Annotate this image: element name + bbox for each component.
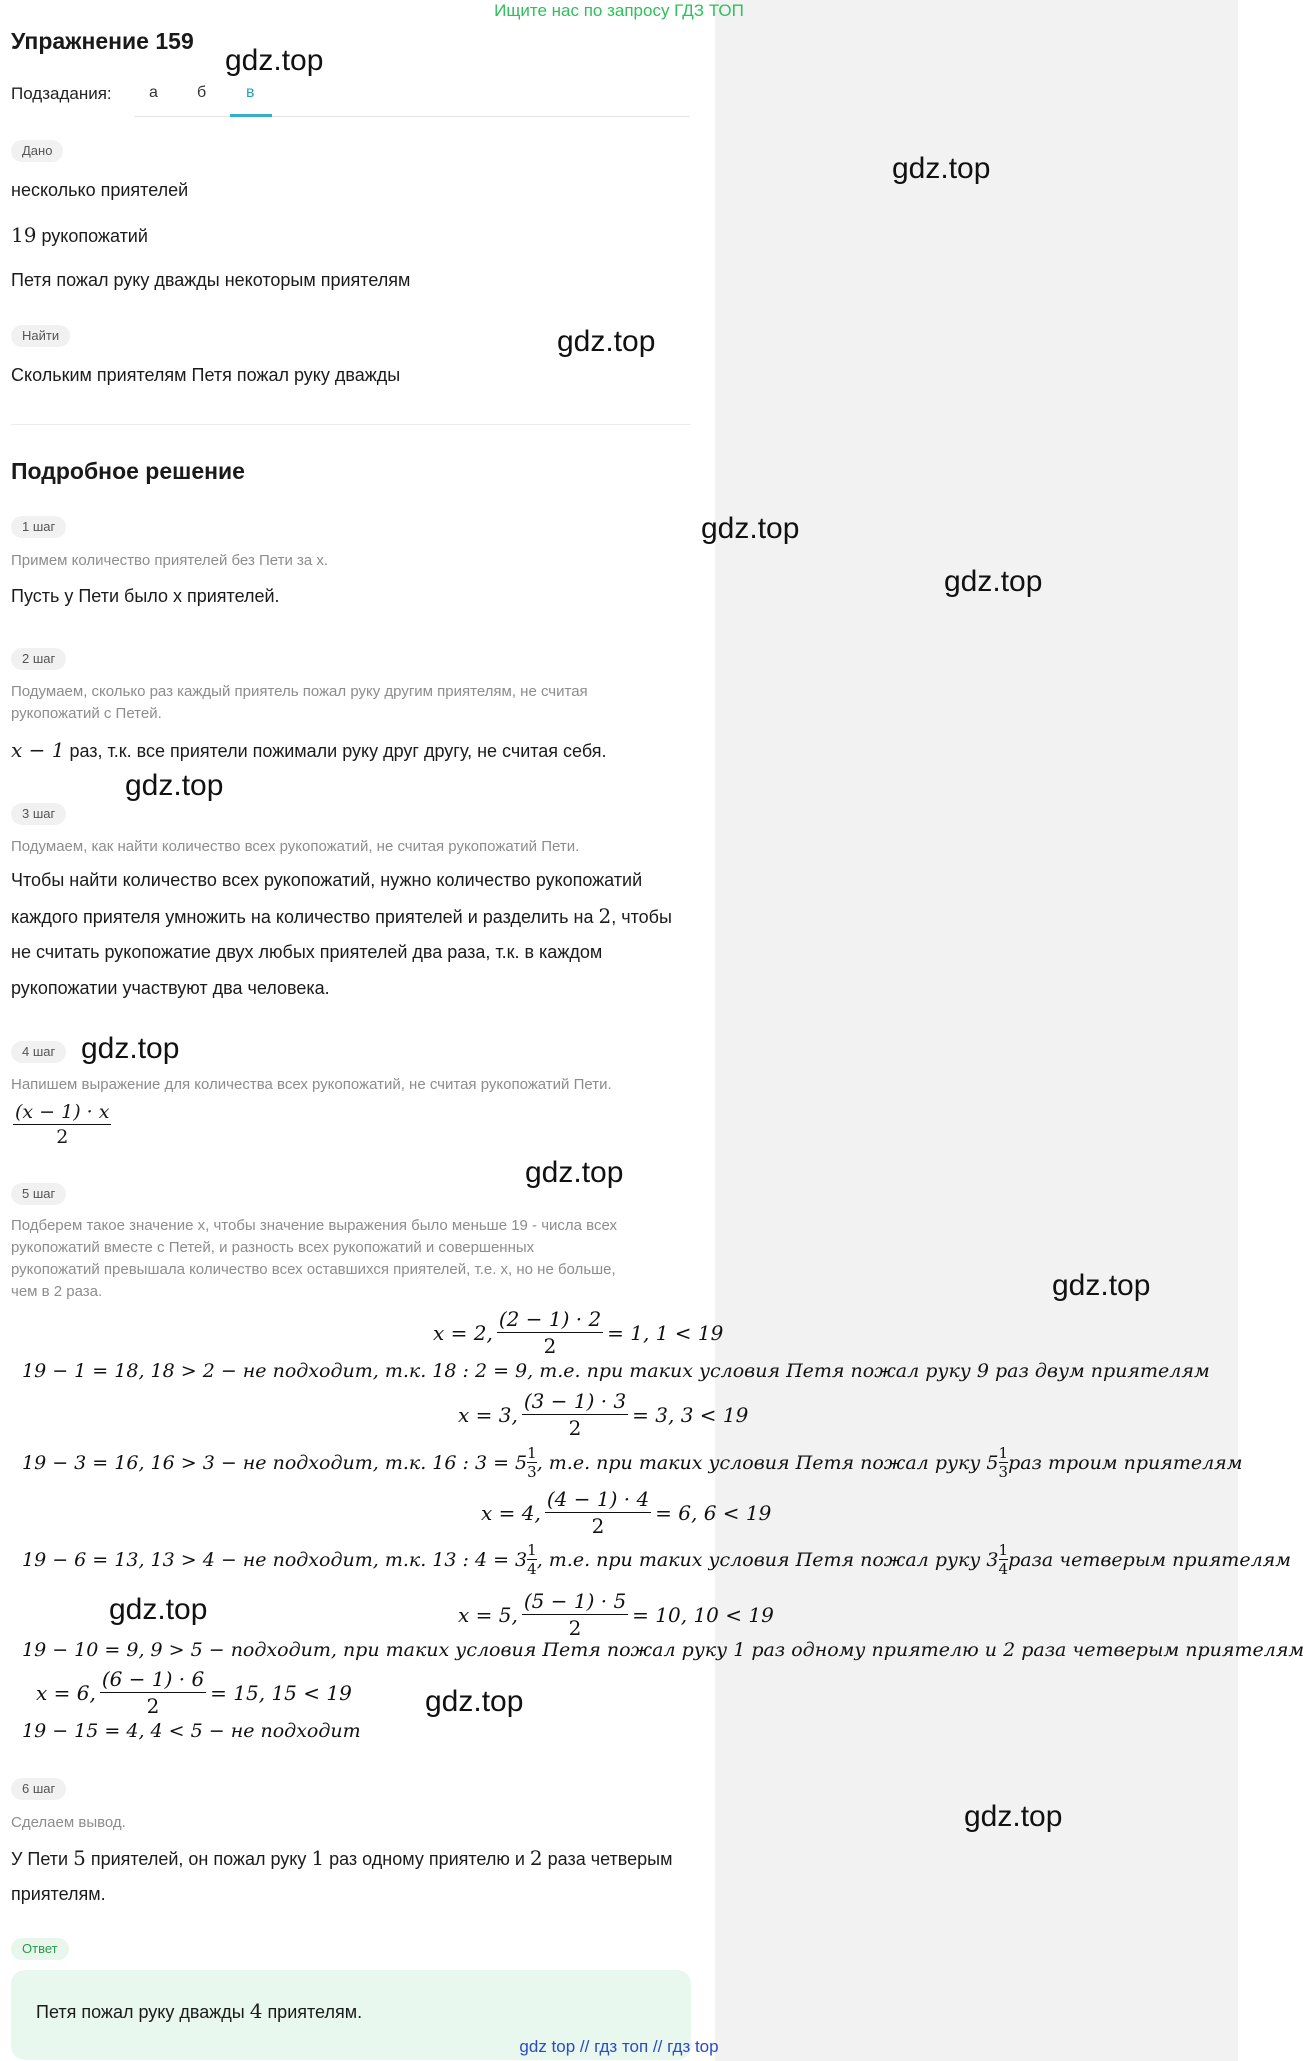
step-2-hint-2: рукопожатий с Петей.: [11, 705, 162, 722]
calc-row-x3-den: 2: [568, 1416, 582, 1440]
watermark: gdz.top: [892, 152, 991, 185]
calc-row-x5-post: = 10, 10 < 19: [632, 1602, 774, 1627]
watermark: gdz.top: [525, 1156, 624, 1189]
step-5-hint-2: рукопожатий вместе с Петей, и разность всех рукопожатий и совершенных: [11, 1239, 535, 1256]
step-3-line-2b: , чтобы: [611, 907, 672, 927]
calc-row-check-3-frac2-den: 3: [998, 1463, 1009, 1481]
calc-row-x4-frac: [545, 1486, 651, 1539]
step-6-l1c: раз одному приятелю и: [324, 1849, 530, 1869]
calc-row-check-4-post: раза четверым приятелям: [1008, 1548, 1292, 1571]
calc-row-x6-frac: [100, 1666, 206, 1719]
calc-row-x5-den: 2: [568, 1616, 582, 1640]
calc-row-check-3-frac2: [999, 1444, 1009, 1481]
tab-subtask-b[interactable]: б: [197, 84, 207, 101]
step-6-line-1: [11, 1840, 672, 1877]
step-4-numerator: (x − 1) · x: [15, 1101, 110, 1123]
calc-row-x2-den: 2: [543, 1334, 557, 1358]
step-6-n3: 2: [529, 1846, 543, 1870]
calc-row-check-3-frac1-num: 1: [527, 1444, 537, 1462]
answer-number: 4: [249, 1999, 263, 2023]
step-3-line-3: не считать рукопожатие двух любых приятелей два раза, т.к. в каждом: [11, 942, 603, 962]
right-panel: [715, 0, 1238, 2061]
watermark: gdz.top: [701, 512, 800, 545]
step-4-fraction: [13, 1100, 111, 1149]
answer-text: [36, 1993, 362, 2030]
step-3-number: 2: [598, 904, 612, 928]
calc-row-x6-num: (6 − 1) · 6: [101, 1667, 205, 1691]
given-number: 19: [11, 223, 37, 247]
given-line-1: несколько приятелей: [11, 180, 189, 200]
step-3-line-1: Чтобы найти количество всех рукопожатий, нужно количество рукопожатий: [11, 870, 643, 890]
step-6-line-2: приятелям.: [11, 1884, 106, 1904]
calc-row-x5-pre: x = 5,: [458, 1602, 518, 1627]
calc-row-check-4-frac1-num: 1: [527, 1541, 537, 1559]
calc-row-check-3-frac1: [527, 1444, 537, 1481]
calc-row-x2-pre: x = 2,: [433, 1320, 493, 1345]
step-1-hint: Примем количество приятелей без Пети за x.: [11, 552, 329, 569]
find-chip: Найти: [11, 325, 70, 347]
step-6-l1a: У Пети: [11, 1849, 74, 1869]
step-4-hint: Напишем выражение для количества всех рукопожатий, не считая рукопожатий Пети.: [11, 1076, 612, 1093]
step-4-denominator: 2: [56, 1126, 69, 1148]
calc-row-check-3-pre: 19 − 3 = 16, 16 > 3 − не подходит, т.к. 16 : 3 = 5: [22, 1451, 528, 1474]
step-5-hint-1: Подберем такое значение x, чтобы значение выражения было меньше 19 - числа всех: [11, 1217, 617, 1234]
watermark: gdz.top: [425, 1685, 524, 1718]
calc-row-check-3-mid: , т.е. при таких условия Петя пожал руку 5: [536, 1451, 999, 1474]
step-2-text-rest: раз, т.к. все приятели пожимали руку друг другу, не считая себя.: [64, 741, 607, 761]
active-tab-indicator: [230, 114, 272, 117]
calc-row-x6-pre: x = 6,: [36, 1680, 96, 1705]
calc-row-x4-den: 2: [591, 1514, 605, 1538]
answer-text-a: Петя пожал руку дважды: [36, 2002, 250, 2022]
step-4-chip: 4 шаг: [11, 1041, 66, 1063]
step-2-hint-1: Подумаем, сколько раз каждый приятель пожал руку другим приятелям, не считая: [11, 683, 588, 700]
bottom-banner[interactable]: gdz top // гдз топ // гдз top: [519, 2037, 719, 2056]
watermark: gdz.top: [964, 1800, 1063, 1833]
calc-row-check-3-frac2-num: 1: [998, 1444, 1009, 1462]
watermark: gdz.top: [1052, 1269, 1151, 1302]
calc-row-x4-pre: x = 4,: [481, 1500, 541, 1525]
calc-row-check-3-post: раз троим приятелям: [1008, 1451, 1243, 1474]
step-6-n1: 5: [73, 1846, 86, 1870]
calc-row-x3-num: (3 − 1) · 3: [523, 1389, 627, 1413]
subtask-tabs: [134, 78, 690, 117]
calc-row-check-6: 19 − 15 = 4, 4 < 5 − не подходит: [22, 1720, 361, 1742]
find-text: Скольким приятелям Петя пожал руку дважды: [11, 365, 401, 385]
calc-row-check-4-frac2-num: 1: [998, 1541, 1009, 1559]
step-6-l1d: раза четверым: [542, 1849, 673, 1869]
calc-row-check-4-pre: 19 − 6 = 13, 13 > 4 − не подходит, т.к. 13 : 4 = 3: [22, 1548, 528, 1571]
calc-row-x5-num: (5 − 1) · 5: [523, 1589, 627, 1613]
watermark: gdz.top: [944, 565, 1043, 598]
calc-row-x4: [481, 1486, 771, 1539]
step-6-n2: 1: [311, 1846, 325, 1870]
calc-row-x3-frac: [522, 1388, 628, 1441]
step-3-chip: 3 шаг: [11, 803, 66, 825]
calc-row-check-4-mid: , т.е. при таких условия Петя пожал руку 3: [536, 1548, 999, 1571]
calc-row-x5-frac: [522, 1588, 628, 1641]
given-line-3: Петя пожал руку дважды некоторым приятелям: [11, 270, 411, 290]
watermark: gdz.top: [81, 1032, 180, 1065]
given-line-2: [11, 217, 148, 254]
answer-text-b: приятелям.: [262, 2002, 363, 2022]
calc-row-x6-den: 2: [146, 1694, 160, 1718]
watermark: gdz.top: [109, 1593, 208, 1626]
watermark: gdz.top: [125, 769, 224, 802]
exercise-title: Упражнение 159: [11, 28, 194, 54]
tab-subtask-a[interactable]: а: [149, 84, 158, 101]
calc-row-x4-num: (4 − 1) · 4: [546, 1487, 650, 1511]
step-5-hint-3: рукопожатий превышала количество всех оставшихся приятелей, т.е. x, но не больше,: [11, 1261, 616, 1278]
step-3-hint: Подумаем, как найти количество всех рукопожатий, не считая рукопожатий Пети.: [11, 838, 580, 855]
calc-row-x5: [458, 1588, 774, 1641]
answer-chip: Ответ: [11, 1938, 69, 1960]
calc-row-x2-num: (2 − 1) · 2: [498, 1307, 602, 1331]
given-chip: Дано: [11, 140, 63, 162]
given-line-2-text: рукопожатий: [36, 226, 148, 246]
step-3-line-2: [11, 898, 672, 935]
step-2-math: x − 1: [11, 738, 65, 762]
tab-subtask-c[interactable]: в: [246, 84, 255, 101]
calc-row-x2-frac: [497, 1306, 603, 1359]
calc-row-check-4-frac1: [527, 1541, 537, 1578]
calc-row-check-4-frac2-den: 4: [998, 1560, 1009, 1578]
calc-row-check-3: [22, 1444, 1243, 1481]
step-2-text: [11, 732, 607, 769]
watermark: gdz.top: [557, 325, 656, 358]
calc-row-x3: [458, 1388, 748, 1441]
step-6-l1b: приятелей, он пожал руку: [85, 1849, 312, 1869]
solution-title: Подробное решение: [11, 458, 245, 484]
calc-row-check-4: [22, 1541, 1291, 1578]
calc-row-x2-post: = 1, 1 < 19: [607, 1320, 724, 1345]
step-3-line-2a: каждого приятеля умножить на количество приятелей и разделить на: [11, 907, 599, 927]
calc-row-check-2: 19 − 1 = 18, 18 > 2 − не подходит, т.к. 18 : 2 = 9, т.е. при таких условия Петя пожал руку 9 раз двум приятелям: [22, 1360, 1210, 1382]
calc-row-x6: [36, 1666, 352, 1719]
step-5-hint-4: чем в 2 раза.: [11, 1283, 103, 1300]
calc-row-check-4-frac1-den: 4: [527, 1560, 537, 1578]
top-banner[interactable]: Ищите нас по запросу ГДЗ ТОП: [494, 1, 744, 20]
divider: [11, 424, 691, 425]
step-1-text: Пусть у Пети было x приятелей.: [11, 586, 280, 606]
calc-row-x2: [433, 1306, 723, 1359]
step-2-chip: 2 шаг: [11, 648, 66, 670]
step-1-chip: 1 шаг: [11, 516, 66, 538]
calc-row-x4-post: = 6, 6 < 19: [655, 1500, 772, 1525]
calc-row-check-4-frac2: [999, 1541, 1009, 1578]
watermark: gdz.top: [225, 44, 324, 77]
step-6-hint: Сделаем вывод.: [11, 1814, 126, 1831]
calc-row-check-3-frac1-den: 3: [527, 1463, 537, 1481]
calc-row-check-5: 19 − 10 = 9, 9 > 5 − подходит, при таких условия Петя пожал руку 1 раз одному приятелю и 2 раза четверым приятелям: [22, 1639, 1304, 1661]
calc-row-x3-pre: x = 3,: [458, 1402, 518, 1427]
subtasks-label: Подзадания:: [11, 84, 112, 103]
calc-row-x6-post: = 15, 15 < 19: [210, 1680, 352, 1705]
step-3-line-4: рукопожатии участвуют два человека.: [11, 978, 330, 998]
step-6-chip: 6 шаг: [11, 1778, 66, 1800]
calc-row-x3-post: = 3, 3 < 19: [632, 1402, 749, 1427]
step-5-chip: 5 шаг: [11, 1183, 66, 1205]
